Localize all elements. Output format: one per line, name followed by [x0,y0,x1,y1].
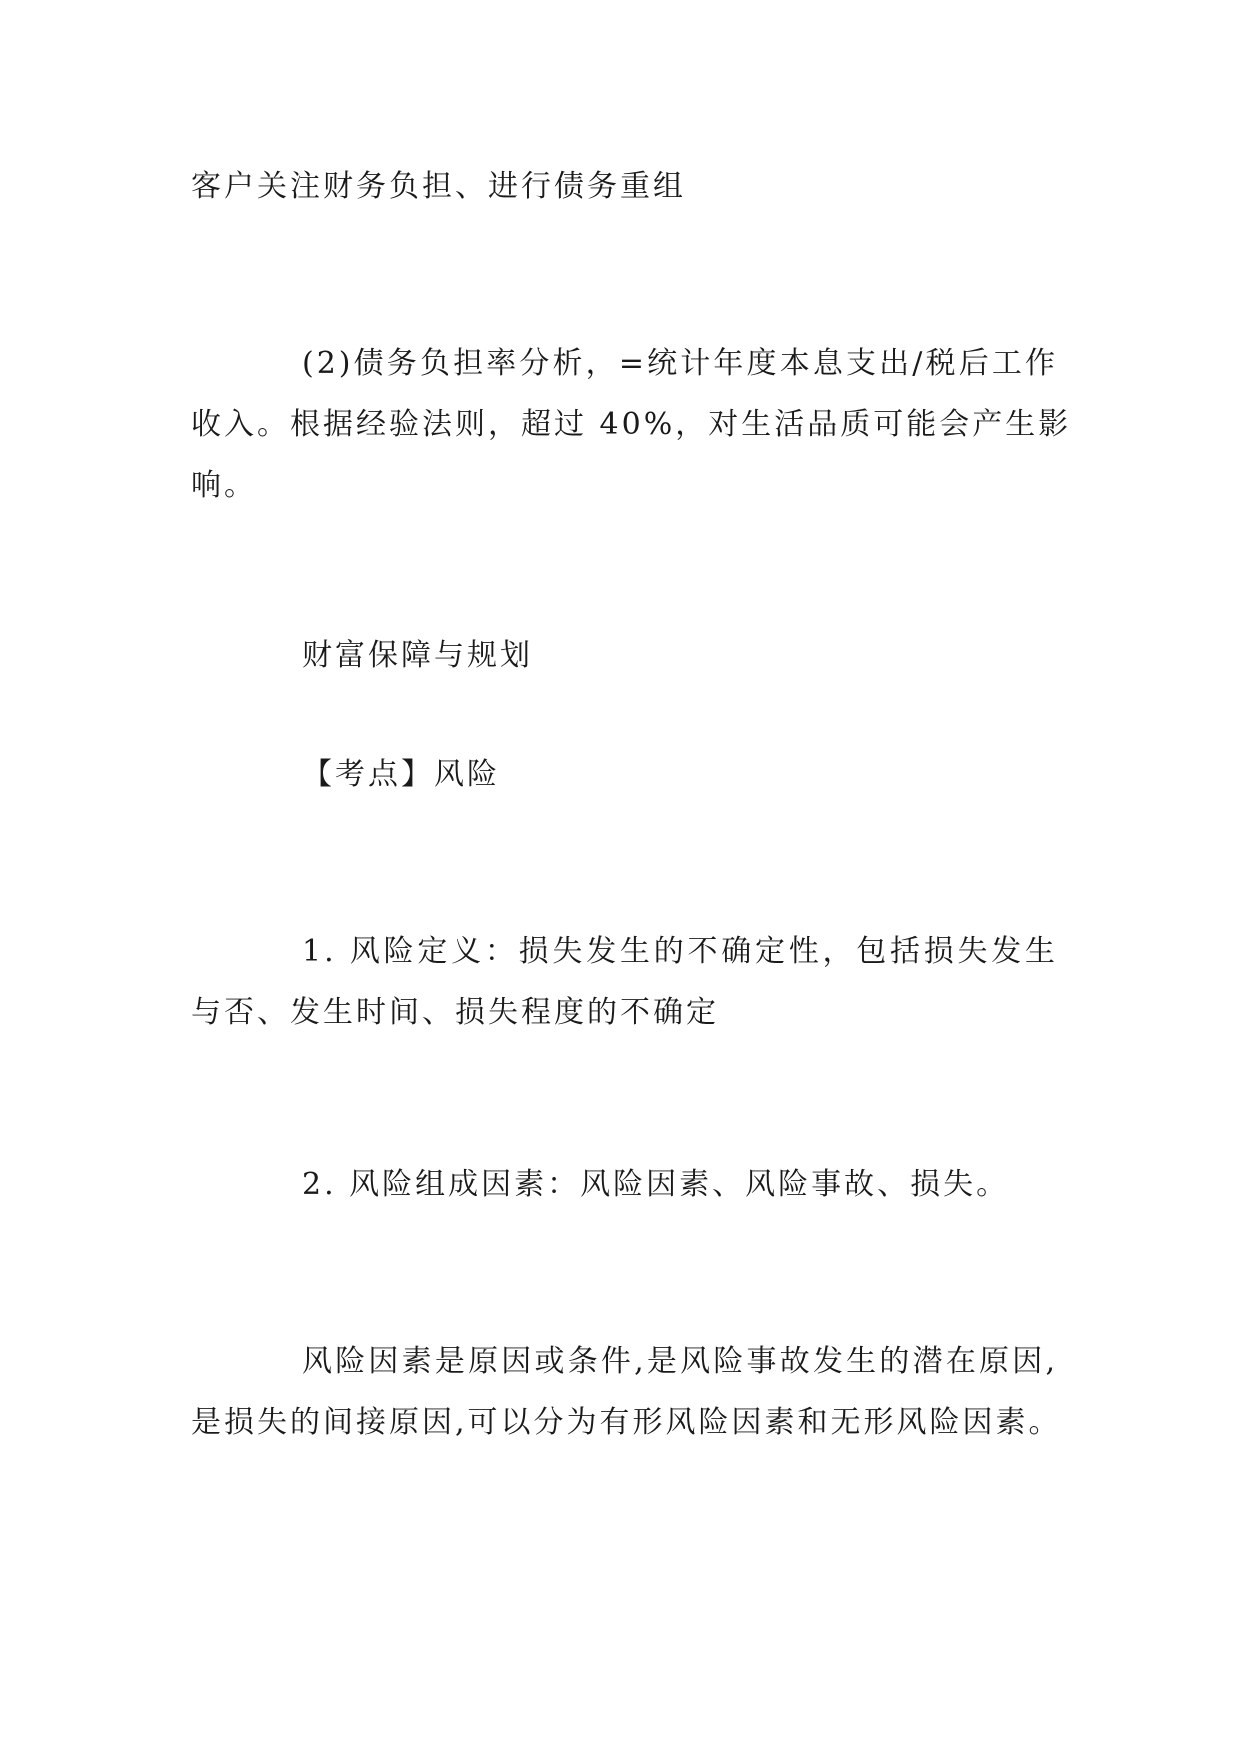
body-paragraph [191,1154,1058,1215]
section-heading [191,625,1058,686]
section-heading-text: 财富保障与规划 [302,638,533,673]
text-line: (2)债务负担率分析，=统计年度本息支出/税后工作 [302,346,1058,381]
text-line: 收入。根据经验法则，超过 40%，对生活品质可能会产生影 [191,407,1072,442]
text-line: 风险因素是原因或条件,是风险事故发生的潜在原因, [302,1344,1058,1379]
text-line: 是损失的间接原因,可以分为有形风险因素和无形风险因素。 [191,1405,1062,1440]
text-line: 客户关注财务负担、进行债务重组 [191,169,686,204]
body-paragraph [191,1331,1062,1453]
text-line: 响。 [191,468,257,503]
body-paragraph [191,333,1072,516]
text-line: 1. 风险定义：损失发生的不确定性，包括损失发生 [302,934,1058,969]
body-paragraph [191,921,1058,1043]
body-paragraph [191,156,1058,217]
topic-heading [191,744,1058,805]
text-line: 与否、发生时间、损失程度的不确定 [191,995,719,1030]
text-line: 2. 风险组成因素：风险因素、风险事故、损失。 [302,1167,1010,1202]
topic-heading-text: 【考点】风险 [302,757,500,792]
